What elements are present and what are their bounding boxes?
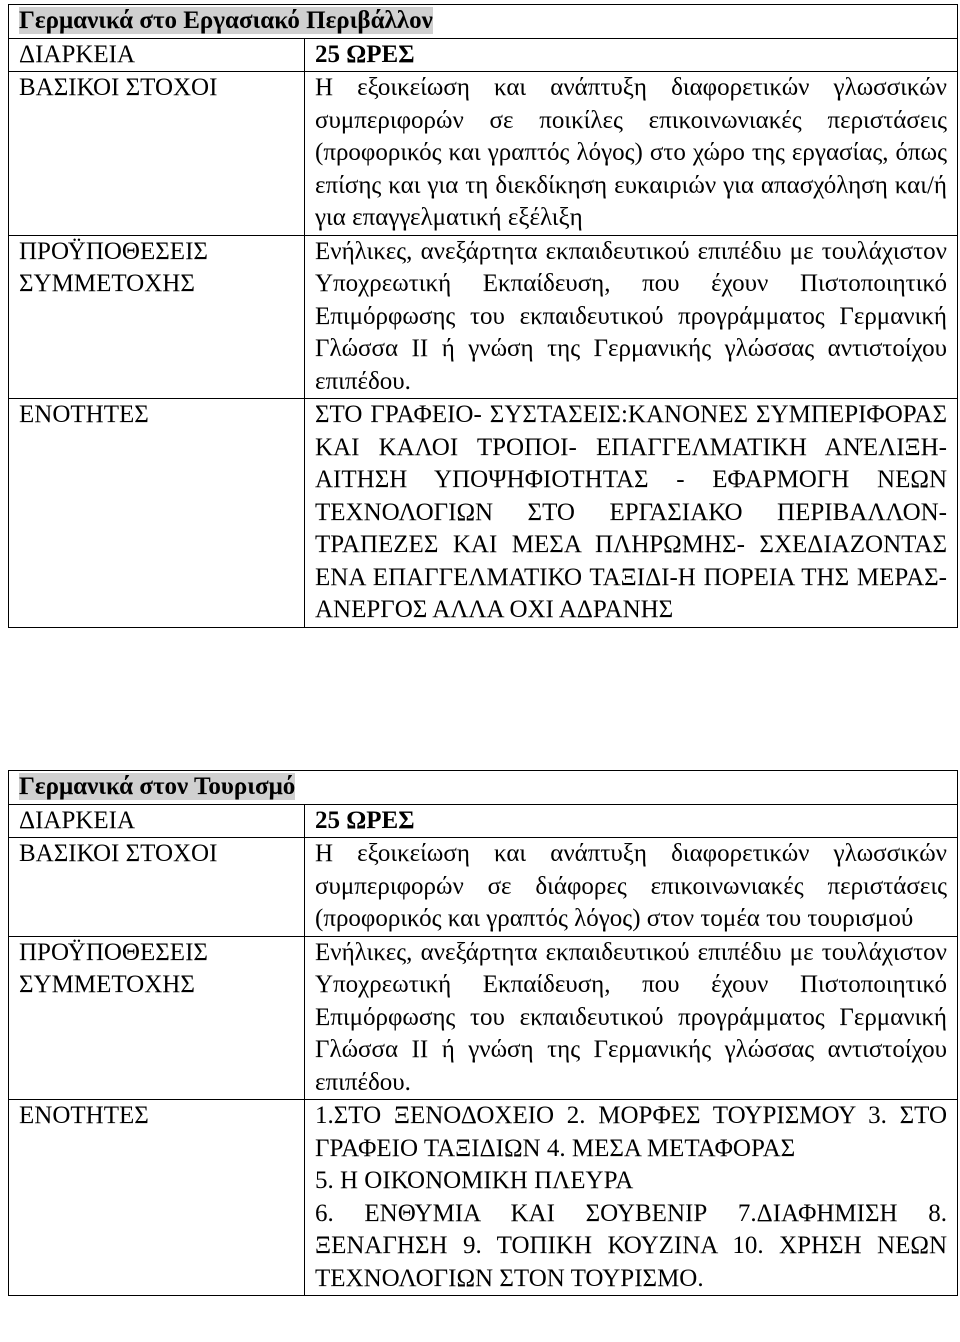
prerequisites-label-line-1: ΠΡΟΫΠΟΘΕΣΕΙΣ [19, 237, 208, 265]
goals-text: Η εξοικείωση και ανάπτυξη διαφορετικών γλωσσικών συμπεριφορών σε διάφορες επικοινωνιακές περιστάσεις (προφορικός και γραπτός λόγος) στον τομέα του τουρισμού [305, 838, 958, 937]
course-title-cell [9, 771, 958, 805]
course-block-tourism [8, 770, 957, 1296]
course-title: Γερμανικά στο Εργασιακό Περιβάλλον [19, 7, 433, 34]
goals-label: ΒΑΣΙΚΟΙ ΣΤΟΧΟΙ [9, 72, 305, 236]
units-row [9, 399, 958, 628]
course-table [8, 4, 958, 628]
goals-label: ΒΑΣΙΚΟΙ ΣΤΟΧΟΙ [9, 838, 305, 937]
course-block-workplace [8, 4, 957, 628]
duration-value: 25 ΩΡΕΣ [305, 804, 958, 838]
course-title-cell [9, 5, 958, 39]
units-line: 6. ΕΝΘΥΜΙΑ ΚΑΙ ΣΟΥΒΕΝΙΡ 7.ΔΙΑΦΗΜΙΣΗ 8. ΞΕΝΑΓΗΣΗ 9. ΤΟΠΙΚΗ ΚΟΥΖΙΝΑ 10. ΧΡΗΣΗ ΝΕΩΝ ΤΕΧΝΟΛΟΓΙΩΝ ΣΤΟΝ ΤΟΥΡΙΣΜΟ. [315, 1199, 947, 1292]
units-label: ΕΝΟΤΗΤΕΣ [9, 1100, 305, 1296]
course-table [8, 770, 958, 1296]
prerequisites-label [9, 235, 305, 399]
duration-label: ΔΙΑΡΚΕΙΑ [9, 804, 305, 838]
units-row [9, 1100, 958, 1296]
prerequisites-text: Ενήλικες, ανεξάρτητα εκπαιδευτικού επιπέδιυ με τουλάχιστον Υποχρεωτική Εκπαίδευση, που έχουν Πιστοποιητικό Επιμόρφωσης του εκπαιδευτικού προγράμματος Γερμανική Γλώσσα ΙΙ ή γνώση της Γερμανικής γλώσσας αντιστοίχου επιπέδου. [305, 235, 958, 399]
duration-row [9, 804, 958, 838]
goals-text: Η εξοικείωση και ανάπτυξη διαφορετικών γλωσσικών συμπεριφορών σε ποικίλες επικοινωνιακές περιστάσεις (προφορικός και γραπτός λόγος) στο χώρο της εργασίας, όπως επίσης και για τη διεκδίκηση ευκαιριών για απασχόληση και/ή για επαγγελματική εξέλιξη [305, 72, 958, 236]
goals-row [9, 72, 958, 236]
title-row [9, 5, 958, 39]
prerequisites-row [9, 235, 958, 399]
goals-row [9, 838, 958, 937]
prerequisites-row [9, 936, 958, 1100]
prerequisites-text: Ενήλικες, ανεξάρτητα εκπαιδευτικού επιπέδιυ με τουλάχιστον Υποχρεωτική Εκπαίδευση, που έχουν Πιστοποιητικό Επιμόρφωσης του εκπαιδευτικού προγράμματος Γερμανική Γλώσσα ΙΙ ή γνώση της Γερμανικής γλώσσας αντιστοίχου επιπέδου. [305, 936, 958, 1100]
course-title: Γερμανικά στον Τουρισμό [19, 773, 296, 800]
units-text [305, 1100, 958, 1296]
prerequisites-label-line-1: ΠΡΟΫΠΟΘΕΣΕΙΣ [19, 938, 208, 966]
prerequisites-label-line-2: ΣΥΜΜΕΤΟΧΗΣ [19, 270, 195, 297]
units-label: ΕΝΟΤΗΤΕΣ [9, 399, 305, 628]
units-line: 1.ΣΤΟ ΞΕΝΟΔΟΧΕΙΟ 2. ΜΟΡΦΕΣ ΤΟΥΡΙΣΜΟΥ 3. ΣΤΟ ΓΡΑΦΕΙΟ ΤΑΞΙΔΙΩΝ 4. ΜΕΣΑ ΜΕΤΑΦΟΡΑΣ [315, 1102, 947, 1162]
duration-label: ΔΙΑΡΚΕΙΑ [9, 38, 305, 72]
duration-row [9, 38, 958, 72]
units-text: ΣΤΟ ΓΡΑΦΕΙΟ- ΣΥΣΤΑΣΕΙΣ:ΚΑΝΟΝΕΣ ΣΥΜΠΕΡΙΦΟΡΑΣ ΚΑΙ ΚΑΛΟΙ ΤΡΟΠΟΙ- ΕΠΑΓΓΕΛΜΑΤΙΚΗ ΑΝΈΛΙΞΗ- ΑΙΤΗΣΗ ΥΠΟΨΗΦΙΟΤΗΤΑΣ - ΕΦΑΡΜΟΓΗ ΝΕΩΝ ΤΕΧΝΟΛΟΓΙΩΝ ΣΤΟ ΕΡΓΑΣΙΑΚΟ ΠΕΡΙΒΑΛΛΟΝ- ΤΡΑΠΕΖΕΣ ΚΑΙ ΜΕΣΑ ΠΛΗΡΩΜΗΣ- ΣΧΕΔΙΑΖΟΝΤΑΣ ΕΝΑ ΕΠΑΓΓΕΛΜΑΤΙΚΟ ΤΑΞΙΔΙ-Η ΠΟΡΕΙΑ ΤΗΣ ΜΕΡΑΣ- ΑΝΕΡΓΟΣ ΑΛΛΑ ΟΧΙ ΑΔΡΑΝΗΣ [305, 399, 958, 628]
title-row [9, 771, 958, 805]
duration-value: 25 ΩΡΕΣ [305, 38, 958, 72]
prerequisites-label-line-2: ΣΥΜΜΕΤΟΧΗΣ [19, 971, 195, 998]
prerequisites-label [9, 936, 305, 1100]
units-line: 5. Η ΟΙΚΟΝΟΜΙΚΗ ΠΛΕΥΡΑ [315, 1167, 634, 1194]
